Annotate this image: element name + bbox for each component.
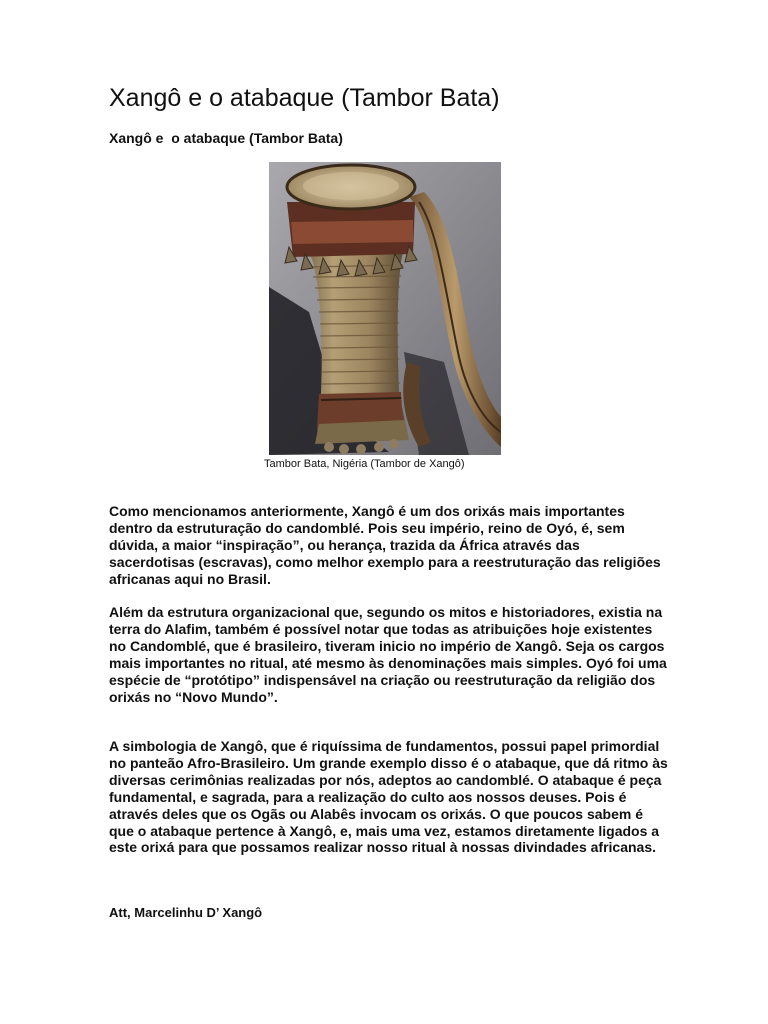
paragraph-3: A simbologia de Xangô, que é riquíssima de fundamentos, possui papel primordial no panteão Afro-Brasileiro. Um grande exemplo disso é o atabaque, que dá ritmo às diversas cerimônias realizadas por nós, adeptos ao candomblé. O atabaque é peça fundamental, e sagrada, para a realização do culto aos nossos deuses. Pois é através deles que os Ogãs ou Alabês invocam os orixás. O que poucos sabem é que o atabaque pertence à Xangô, e, mais uma vez, estamos diretamente ligados a este orixá para que possamos realizar nosso ritual à nossas divindades africanas. [109,738,668,856]
paragraph-2: Além da estrutura organizacional que, segundo os mitos e historiadores, existia na terra do Alafim, também é possível notar que todas as atribuições hoje existentes no Candomblé, que é brasileiro, tiveram inicio no império de Xangô. Seja os cargos mais importantes no ritual, até mesmo às denominações mais simples. Oyó foi uma espécie de “protótipo” indispensável na criação ou reestruturação da religião dos orixás no “Novo Mundo”. [109,604,667,705]
page-subtitle: Xangô e o atabaque (Tambor Bata) [109,130,343,146]
bata-drum-photo-icon [269,162,501,455]
signature: Att, Marcelinhu D’ Xangô [109,905,263,920]
paragraph-1: Como mencionamos anteriormente, Xangô é um dos orixás mais importantes dentro da estruturação do candomblé. Pois seu império, reino de Oyó, é, sem dúvida, a maior “inspiração”, ou herança, trazida da África através das sacerdotisas (escravas), como melhor exemplo para a reestruturação das religiões africanas aqui no Brasil. [109,503,661,587]
figure-caption: Tambor Bata, Nigéria (Tambor de Xangô) [264,458,465,470]
drum-photo [269,162,501,455]
page-title: Xangô e o atabaque (Tambor Bata) [109,84,500,112]
